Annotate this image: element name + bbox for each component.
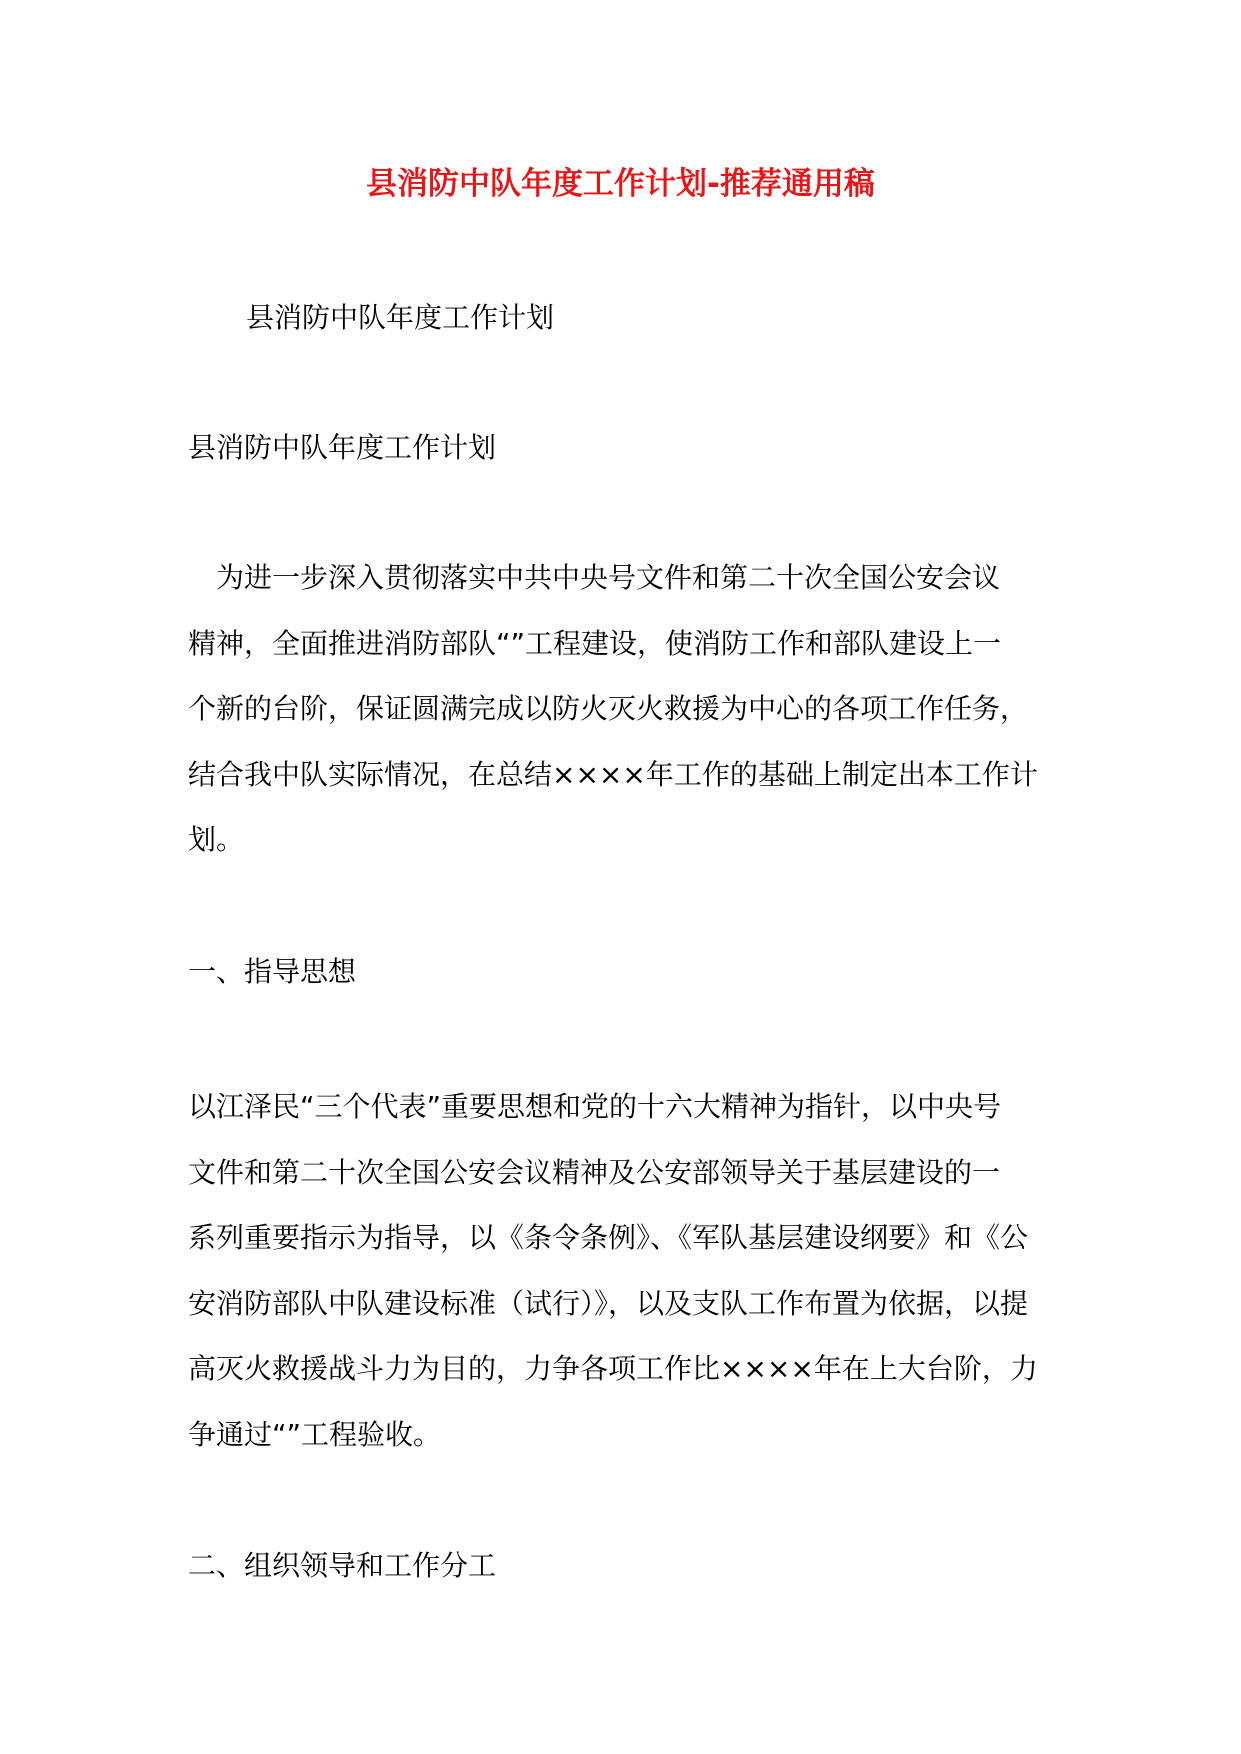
section2-heading: 二、组织领导和工作分工	[188, 1549, 497, 1582]
intro-line: 结合我中队实际情况，在总结××××年工作的基础上制定出本工作计	[188, 757, 1038, 791]
intro-line: 划。	[188, 823, 245, 856]
subtitle: 县消防中队年度工作计划	[246, 301, 555, 334]
intro-line: 精神，全面推进消防部队“”工程建设，使消防工作和部队建设上一	[188, 626, 1002, 660]
section1-paragraph	[188, 1074, 1088, 1467]
intro-line: 个新的台阶，保证圆满完成以防火灭火救援为中心的各项工作任务，	[188, 692, 1029, 725]
section1-line: 高灭火救援战斗力为目的，力争各项工作比××××年在上大台阶，力	[188, 1352, 1038, 1385]
section1-line: 安消防部队中队建设标准（试行）》，以及支队工作布置为依据，以提	[188, 1286, 1029, 1320]
section1-line: 系列重要指示为指导，以《条令条例》、《军队基层建设纲要》和《公	[188, 1221, 1029, 1254]
section1-line: 以江泽民“三个代表”重要思想和党的十六大精神为指针，以中央号	[188, 1090, 1002, 1123]
section1-line: 文件和第二十次全国公安会议精神及公安部领导关于基层建设的一	[188, 1155, 1001, 1189]
title-repeat: 县消防中队年度工作计划	[188, 431, 497, 464]
section1-line: 争通过“”工程验收。	[188, 1417, 442, 1451]
section1-heading: 一、指导思想	[188, 955, 357, 988]
intro-paragraph	[188, 545, 1088, 873]
intro-line: 为进一步深入贯彻落实中共中央号文件和第二十次全国公安会议	[216, 561, 1001, 594]
document-title: 县消防中队年度工作计划-推荐通用稿	[366, 166, 875, 202]
